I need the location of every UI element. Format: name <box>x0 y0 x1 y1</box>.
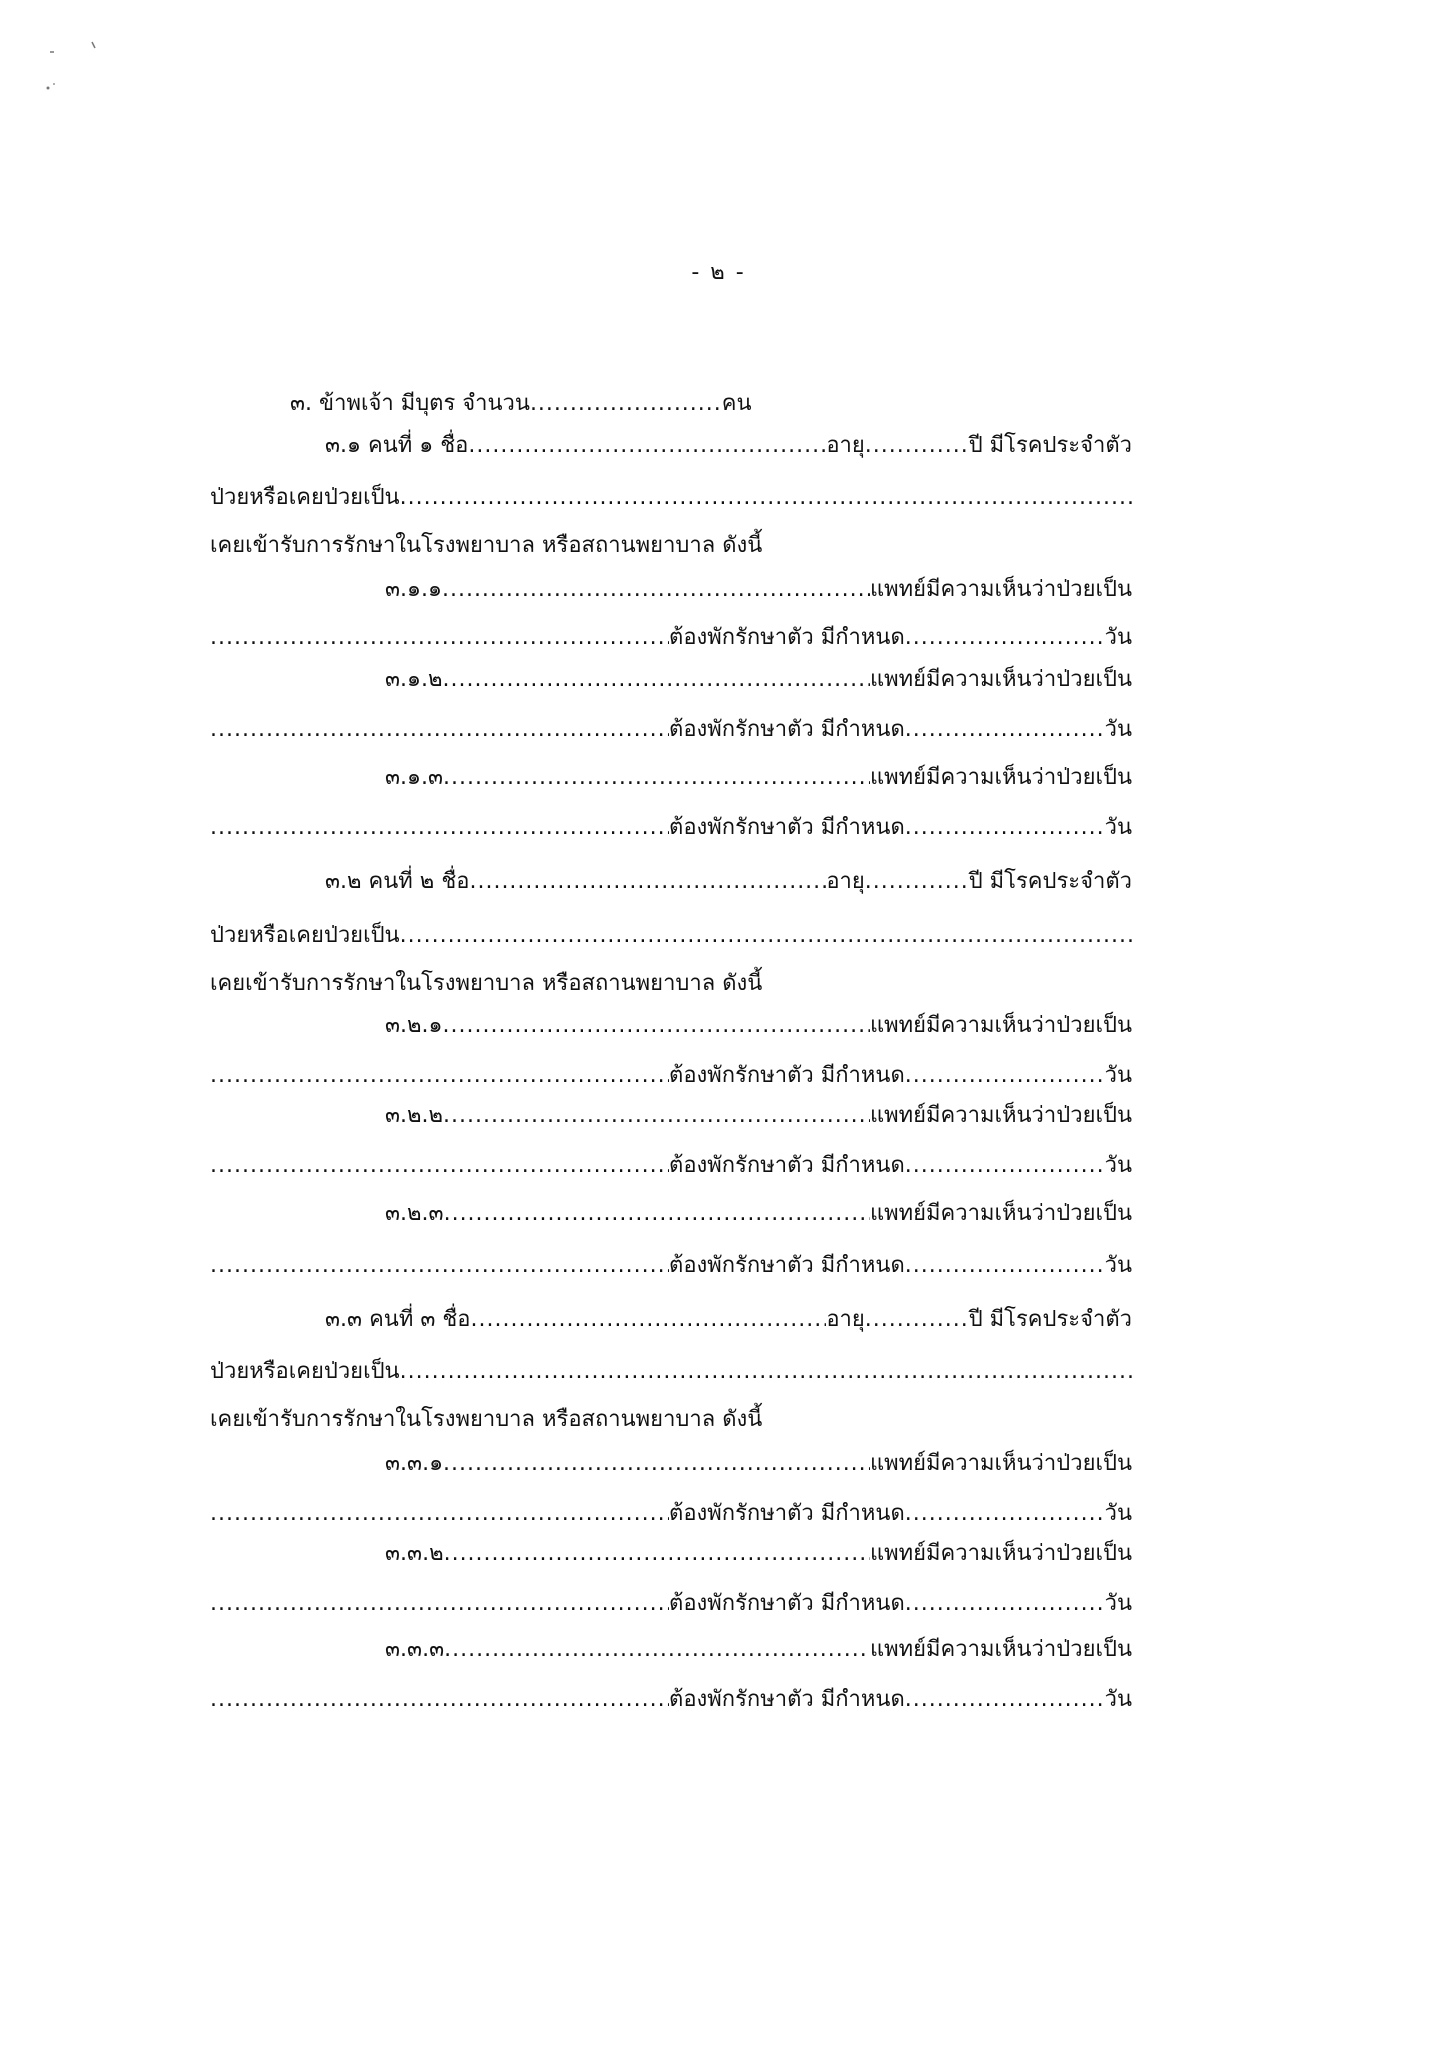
sub-item-line <box>385 1538 1132 1570</box>
sub-item-line <box>385 1198 1132 1230</box>
sub-item-number: ๓.๒.๒ <box>385 1103 444 1128</box>
disease-label: ปี มีโรคประจำตัว <box>968 869 1132 894</box>
child-label: คนที่ ๑ <box>368 433 434 458</box>
child-name-blank[interactable] <box>469 866 826 898</box>
ill-label: ป่วยหรือเคยป่วยเป็น <box>210 485 400 510</box>
sub-item-number: ๓.๒.๑ <box>385 1013 443 1038</box>
rest-label: ต้องพักรักษาตัว มีกำหนด <box>669 1253 905 1278</box>
sub-item-number: ๓.๒.๓ <box>385 1201 444 1226</box>
hospital-line: เคยเข้ารับการรักษาในโรงพยาบาล หรือสถานพยาบาล ดังนี้ <box>210 533 763 558</box>
sub-item-line <box>385 1100 1132 1132</box>
day-label: วัน <box>1104 1063 1132 1088</box>
diagnosis-blank[interactable] <box>210 714 669 746</box>
child-count-blank[interactable]: ........................ <box>529 391 722 416</box>
ill-line <box>210 920 1132 952</box>
doctor-label: แพทย์มีความเห็นว่าป่วยเป็น <box>869 1201 1132 1226</box>
rest-days-blank[interactable]: ......................... <box>904 1253 1105 1278</box>
sub-item-line <box>385 1448 1132 1480</box>
rest-line <box>210 1250 1132 1282</box>
hospital-line: เคยเข้ารับการรักษาในโรงพยาบาล หรือสถานพยาบาล ดังนี้ <box>210 971 763 996</box>
rest-line <box>210 622 1132 654</box>
scan-speck-icon <box>40 40 100 100</box>
doctor-label: แพทย์มีความเห็นว่าป่วยเป็น <box>869 1013 1132 1038</box>
sub-item-line <box>385 574 1132 606</box>
rest-label: ต้องพักรักษาตัว มีกำหนด <box>669 1591 905 1616</box>
diagnosis-blank[interactable] <box>210 1060 669 1092</box>
doctor-label: แพทย์มีความเห็นว่าป่วยเป็น <box>869 1451 1132 1476</box>
sub-item-line <box>385 664 1132 696</box>
day-label: วัน <box>1104 717 1132 742</box>
disease-label: ปี มีโรคประจำตัว <box>968 1307 1132 1332</box>
sub-item-line <box>385 1010 1132 1042</box>
hospital-blank[interactable] <box>444 1198 870 1230</box>
child-2-line <box>325 866 1132 898</box>
diagnosis-blank[interactable] <box>210 1684 669 1716</box>
question-number: ๓. <box>290 391 313 416</box>
child-number: ๓.๓ <box>325 1307 363 1332</box>
rest-days-blank[interactable]: ......................... <box>904 1501 1105 1526</box>
page-number: - ๒ - <box>691 260 746 285</box>
hospital-blank[interactable] <box>443 1100 870 1132</box>
rest-label: ต้องพักรักษาตัว มีกำหนด <box>669 1687 905 1712</box>
rest-label: ต้องพักรักษาตัว มีกำหนด <box>669 717 905 742</box>
sub-item-line <box>385 1634 1132 1666</box>
rest-line <box>210 1588 1132 1620</box>
diagnosis-blank[interactable] <box>210 1498 669 1530</box>
day-label: วัน <box>1104 1153 1132 1178</box>
ill-line <box>210 482 1132 514</box>
rest-label: ต้องพักรักษาตัว มีกำหนด <box>669 625 905 650</box>
diagnosis-blank[interactable] <box>210 1250 669 1282</box>
child-name-blank[interactable] <box>471 1304 827 1336</box>
doctor-label: แพทย์มีความเห็นว่าป่วยเป็น <box>869 577 1132 602</box>
rest-line <box>210 1150 1132 1182</box>
rest-days-blank[interactable]: ......................... <box>904 625 1105 650</box>
day-label: วัน <box>1104 815 1132 840</box>
rest-days-blank[interactable]: ......................... <box>904 815 1105 840</box>
age-label: อายุ <box>826 433 865 458</box>
day-label: วัน <box>1104 625 1132 650</box>
sub-item-number: ๓.๑.๑ <box>385 577 442 602</box>
diagnosis-blank[interactable] <box>210 1588 669 1620</box>
doctor-label: แพทย์มีความเห็นว่าป่วยเป็น <box>869 667 1132 692</box>
disease-label: ปี มีโรคประจำตัว <box>968 433 1132 458</box>
child-label: คนที่ ๒ <box>368 869 435 894</box>
hospital-blank[interactable] <box>443 664 870 696</box>
illness-blank[interactable] <box>400 1356 1132 1388</box>
day-label: วัน <box>1104 1253 1132 1278</box>
question-text: ข้าพเจ้า มีบุตร จำนวน <box>319 391 530 416</box>
sub-item-number: ๓.๓.๒ <box>385 1541 444 1566</box>
ill-line <box>210 1356 1132 1388</box>
child-number: ๓.๒ <box>325 869 362 894</box>
ill-label: ป่วยหรือเคยป่วยเป็น <box>210 1359 400 1384</box>
diagnosis-blank[interactable] <box>210 812 669 844</box>
name-label: ชื่อ <box>441 869 470 894</box>
hospital-blank[interactable] <box>443 1448 870 1480</box>
day-label: วัน <box>1104 1501 1132 1526</box>
count-unit: คน <box>721 391 752 416</box>
child-number: ๓.๑ <box>325 433 361 458</box>
child-name-blank[interactable] <box>468 430 826 462</box>
rest-days-blank[interactable]: ......................... <box>904 1153 1105 1178</box>
rest-label: ต้องพักรักษาตัว มีกำหนด <box>669 1153 905 1178</box>
child-3-line <box>325 1304 1132 1336</box>
sub-item-line <box>385 762 1132 794</box>
hospital-blank[interactable] <box>443 762 870 794</box>
diagnosis-blank[interactable] <box>210 622 669 654</box>
rest-line <box>210 1060 1132 1092</box>
age-blank[interactable]: ............. <box>864 869 969 894</box>
rest-line <box>210 812 1132 844</box>
rest-days-blank[interactable]: ......................... <box>904 1591 1105 1616</box>
sub-item-number: ๓.๑.๓ <box>385 765 444 790</box>
rest-days-blank[interactable]: ......................... <box>904 717 1105 742</box>
illness-blank[interactable] <box>400 482 1132 514</box>
doctor-label: แพทย์มีความเห็นว่าป่วยเป็น <box>869 765 1132 790</box>
age-label: อายุ <box>826 1307 865 1332</box>
hospital-line: เคยเข้ารับการรักษาในโรงพยาบาล หรือสถานพยาบาล ดังนี้ <box>210 1407 763 1432</box>
doctor-label: แพทย์มีความเห็นว่าป่วยเป็น <box>869 1541 1132 1566</box>
day-label: วัน <box>1104 1591 1132 1616</box>
sub-item-number: ๓.๓.๑ <box>385 1451 444 1476</box>
hospital-blank[interactable] <box>442 574 870 606</box>
illness-blank[interactable] <box>400 920 1132 952</box>
doctor-label: แพทย์มีความเห็นว่าป่วยเป็น <box>869 1103 1132 1128</box>
name-label: ชื่อ <box>440 433 469 458</box>
child-label: คนที่ ๓ <box>369 1307 436 1332</box>
diagnosis-blank[interactable] <box>210 1150 669 1182</box>
rest-days-blank[interactable]: ......................... <box>904 1063 1105 1088</box>
rest-label: ต้องพักรักษาตัว มีกำหนด <box>669 1063 905 1088</box>
rest-label: ต้องพักรักษาตัว มีกำหนด <box>669 1501 905 1526</box>
rest-line <box>210 1684 1132 1716</box>
rest-days-blank[interactable]: ......................... <box>904 1687 1105 1712</box>
question-3-line <box>290 388 752 420</box>
doctor-label: แพทย์มีความเห็นว่าป่วยเป็น <box>869 1637 1132 1662</box>
rest-line <box>210 714 1132 746</box>
hospital-blank[interactable] <box>443 1010 870 1042</box>
age-label: อายุ <box>826 869 865 894</box>
day-label: วัน <box>1104 1687 1132 1712</box>
sub-item-number: ๓.๓.๓ <box>385 1637 445 1662</box>
rest-line <box>210 1498 1132 1530</box>
hospital-blank[interactable] <box>444 1634 870 1666</box>
ill-label: ป่วยหรือเคยป่วยเป็น <box>210 923 400 948</box>
name-label: ชื่อ <box>442 1307 471 1332</box>
child-1-line <box>325 430 1132 462</box>
rest-label: ต้องพักรักษาตัว มีกำหนด <box>669 815 905 840</box>
age-blank[interactable]: ............. <box>864 1307 969 1332</box>
age-blank[interactable]: ............. <box>864 433 969 458</box>
sub-item-number: ๓.๑.๒ <box>385 667 443 692</box>
hospital-blank[interactable] <box>444 1538 870 1570</box>
